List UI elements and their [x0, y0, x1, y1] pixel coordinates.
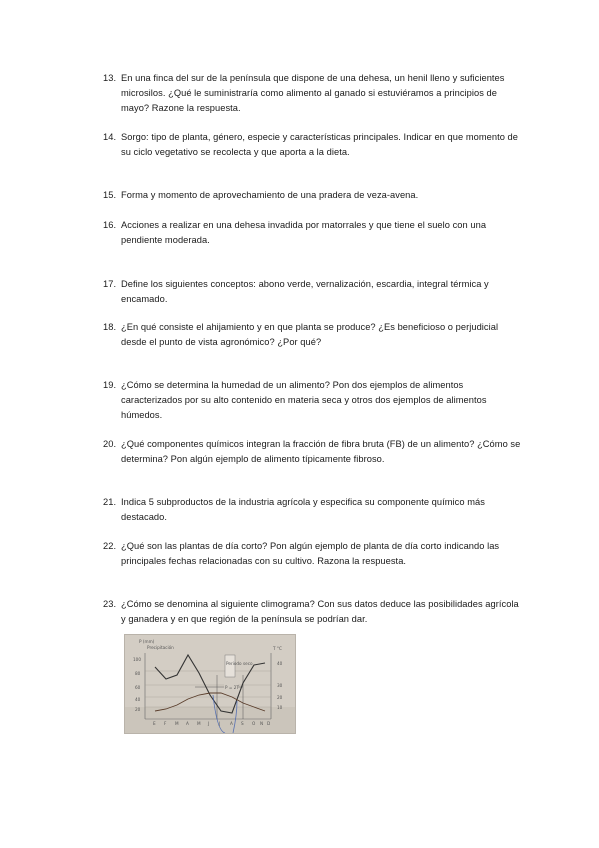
climogram-left-axis-label: P (mm)	[139, 639, 155, 644]
climogram-ratio-label: P = 2T	[225, 685, 239, 690]
month-label: D	[267, 721, 271, 726]
question-number: 22.	[103, 541, 117, 551]
question-number: 20.	[103, 439, 117, 449]
question-number: 21.	[103, 497, 117, 507]
question-number: 13.	[103, 73, 117, 83]
question-19	[103, 378, 523, 423]
month-label: S	[241, 721, 244, 726]
climogram-right-axis-label: T °C	[273, 646, 282, 651]
question-text: ¿Cómo se determina la humedad de un alimento? Pon dos ejemplos de alimentos caracterizados por su alto contenido en materia seca y otros dos ejemplos de alimentos húmedos.	[121, 380, 487, 420]
question-17	[103, 277, 523, 307]
right-tick: 20	[277, 695, 283, 700]
question-text: ¿Cómo se denomina al siguiente climograma? Con sus datos deduce las posibilidades agrícola y ganadera y en que región de la península se podrían dar.	[121, 599, 519, 624]
question-number: 15.	[103, 190, 117, 200]
month-label: E	[153, 721, 156, 726]
question-text: ¿Qué son las plantas de día corto? Pon algún ejemplo de planta de día corto indicando las principales fechas relacionadas con su cultivo. Razona la respuesta.	[121, 541, 500, 566]
question-number: 23.	[103, 599, 117, 609]
question-text: ¿Qué componentes químicos integran la fracción de fibra bruta (FB) de un alimento? ¿Cómo se determina? Pon algún ejemplo de alimento típicamente fibroso.	[121, 439, 521, 464]
question-text: Indica 5 subproductos de la industria agrícola y especifica su componente químico más destacado.	[121, 497, 485, 522]
question-text: Define los siguientes conceptos: abono verde, vernalización, escardia, integral térmica y encamado.	[121, 279, 489, 304]
month-label: J	[208, 721, 210, 726]
question-number: 17.	[103, 279, 117, 289]
left-tick: 100	[133, 657, 141, 662]
question-15	[103, 188, 523, 203]
right-tick: 10	[277, 705, 283, 710]
right-tick: 40	[277, 661, 283, 666]
month-label: N	[260, 721, 264, 726]
question-text: ¿En qué consiste el ahijamiento y en que planta se produce? ¿Es beneficioso o perjudicial desde el punto de vista agronómico? ¿Por qué?	[121, 322, 499, 347]
month-label: M	[175, 721, 179, 726]
month-label: A	[230, 721, 233, 726]
month-label: F	[164, 721, 167, 726]
month-label: O	[252, 721, 256, 726]
question-text: En una finca del sur de la península que dispone de una dehesa, un henil lleno y suficientes microsilos. ¿Qué le suministraría como alimento al ganado si estuviéramos a principios de mayo? Razone la respuesta.	[121, 73, 505, 113]
question-18	[103, 320, 523, 350]
question-text: Forma y momento de aprovechamiento de una pradera de veza-avena.	[121, 190, 419, 200]
climogram-legend: Precipitación	[147, 645, 174, 650]
left-tick: 20	[135, 707, 141, 712]
question-text: Acciones a realizar en una dehesa invadida por matorrales y que tiene el suelo con una pendiente moderada.	[121, 220, 487, 245]
climogram-figure	[125, 635, 295, 733]
question-text: Sorgo: tipo de planta, género, especie y características principales. Indicar en que momento de su ciclo vegetativo se recolecta y que aporta a la dieta.	[121, 132, 518, 157]
question-13	[103, 71, 523, 116]
month-label: M	[197, 721, 201, 726]
question-number: 18.	[103, 322, 117, 332]
question-number: 16.	[103, 220, 117, 230]
climogram-image	[124, 634, 296, 734]
question-22	[103, 539, 523, 569]
left-tick: 40	[135, 697, 141, 702]
question-20	[103, 437, 523, 467]
question-16	[103, 218, 523, 248]
month-label: J	[219, 721, 221, 726]
climogram-dry-period-label: Periodo seco	[226, 661, 253, 666]
left-tick: 80	[135, 671, 141, 676]
right-tick: 30	[277, 683, 283, 688]
question-21	[103, 495, 523, 525]
month-label: A	[186, 721, 189, 726]
question-14	[103, 130, 523, 160]
question-number: 14.	[103, 132, 117, 142]
question-number: 19.	[103, 380, 117, 390]
left-tick: 60	[135, 685, 141, 690]
question-23	[103, 597, 523, 627]
